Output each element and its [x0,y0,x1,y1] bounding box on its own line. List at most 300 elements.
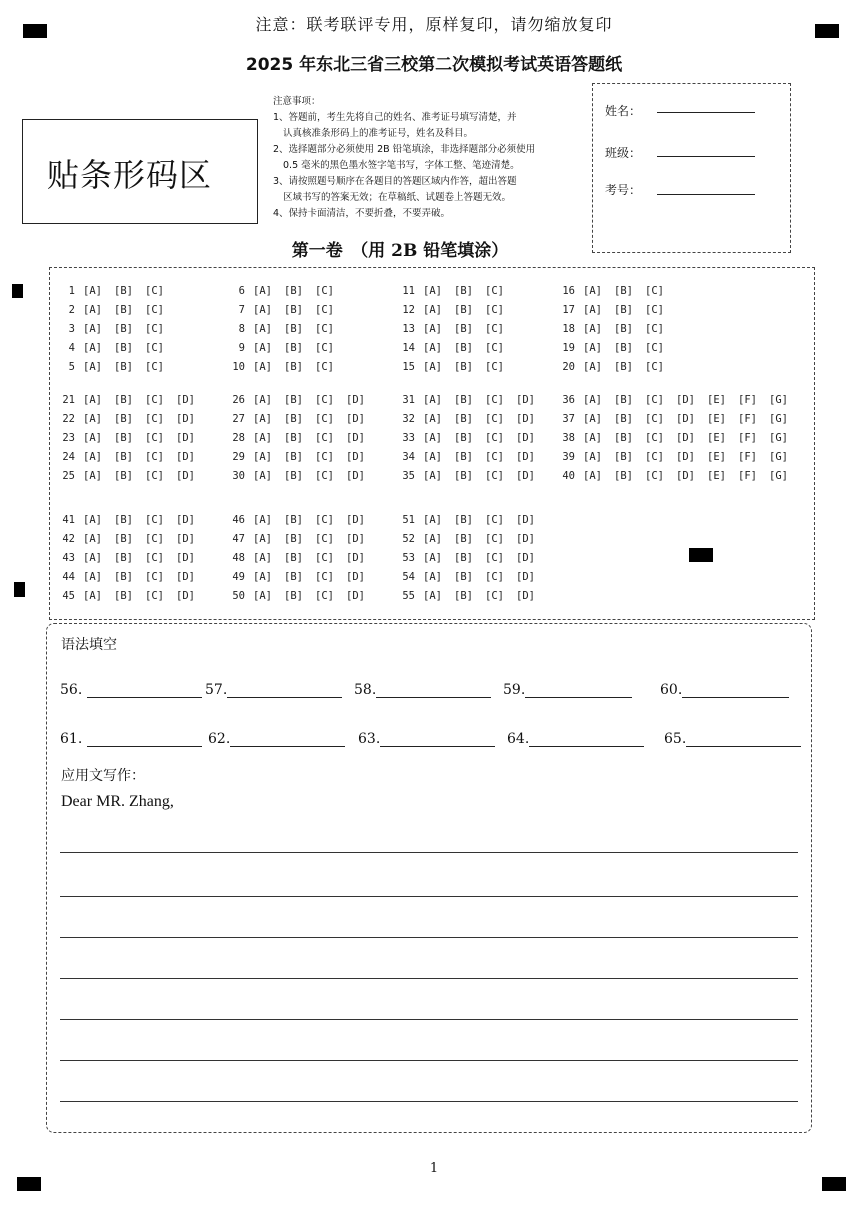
answer-bubble-b[interactable]: [B] [614,432,633,444]
answer-bubble-d[interactable]: [D] [516,571,535,583]
answer-bubble-b[interactable]: [B] [114,514,133,526]
answer-bubble-a[interactable]: [A] [83,432,102,444]
answer-bubble-a[interactable]: [A] [253,451,272,463]
answer-bubble-a[interactable]: [A] [253,590,272,602]
answer-bubble-b[interactable]: [B] [284,552,303,564]
answer-bubble-e[interactable]: [E] [707,470,726,482]
question-32 [389,413,547,425]
answer-bubble-b[interactable]: [B] [614,470,633,482]
answer-bubble-c[interactable]: [C] [315,361,334,373]
writing-line[interactable] [60,1060,798,1061]
answer-bubble-c[interactable]: [C] [645,413,664,425]
answer-bubble-d[interactable]: [D] [176,514,195,526]
answer-bubble-c[interactable]: [C] [145,514,164,526]
answer-bubble-a[interactable]: [A] [423,571,442,583]
question-number: 52 [402,533,415,545]
answer-bubble-d[interactable]: [D] [516,514,535,526]
answer-bubble-b[interactable]: [B] [114,394,133,406]
answer-bubble-g[interactable]: [G] [769,432,788,444]
instruction-line: 1、答题前，考生先将自己的姓名、准考证号填写清楚，并 [273,112,517,123]
writing-line[interactable] [60,978,798,979]
answer-bubble-c[interactable]: [C] [145,590,164,602]
answer-bubble-b[interactable]: [B] [454,514,473,526]
answer-bubble-e[interactable]: [E] [707,413,726,425]
answer-bubble-b[interactable]: [B] [454,394,473,406]
corner-marker-bottom-right [822,1177,846,1191]
answer-bubble-c[interactable]: [C] [315,432,334,444]
answer-bubble-b[interactable]: [B] [114,285,133,297]
answer-bubble-d[interactable]: [D] [176,470,195,482]
answer-bubble-d[interactable]: [D] [676,451,695,463]
answer-bubble-c[interactable]: [C] [315,413,334,425]
answer-bubble-a[interactable]: [A] [83,590,102,602]
answer-bubble-c[interactable]: [C] [315,394,334,406]
answer-bubble-b[interactable]: [B] [284,342,303,354]
answer-bubble-d[interactable]: [D] [346,552,365,564]
blank-62[interactable] [208,731,345,747]
answer-area [46,623,812,1133]
name-label: 姓名： [605,104,642,118]
answer-bubble-b[interactable]: [B] [284,514,303,526]
answer-bubble-a[interactable]: [A] [83,342,102,354]
instruction-line: 0.5 毫米的黑色墨水签字笔书写，字体工整、笔迹清楚。 [283,160,520,171]
answer-bubble-a[interactable]: [A] [423,470,442,482]
answer-bubble-b[interactable]: [B] [114,470,133,482]
answer-bubble-c[interactable]: [C] [145,304,164,316]
answer-bubble-c[interactable]: [C] [485,342,504,354]
answer-bubble-c[interactable]: [C] [485,470,504,482]
answer-bubble-a[interactable]: [A] [583,304,602,316]
answer-bubble-d[interactable]: [D] [346,514,365,526]
answer-bubble-d[interactable]: [D] [516,552,535,564]
answer-bubble-d[interactable]: [D] [516,394,535,406]
answer-bubble-b[interactable]: [B] [114,590,133,602]
answer-bubble-c[interactable]: [C] [645,470,664,482]
instruction-line: 区域书写的答案无效；在草稿纸、试题卷上答题无效。 [283,192,512,203]
question-number: 23 [62,432,75,444]
name-field[interactable] [657,112,755,113]
answer-bubble-a[interactable]: [A] [423,361,442,373]
answer-bubble-b[interactable]: [B] [114,361,133,373]
answer-bubble-a[interactable]: [A] [83,394,102,406]
answer-bubble-c[interactable]: [C] [645,342,664,354]
answer-bubble-c[interactable]: [C] [645,285,664,297]
answer-bubble-c[interactable]: [C] [485,571,504,583]
answer-bubble-d[interactable]: [D] [176,451,195,463]
answer-bubble-c[interactable]: [C] [645,361,664,373]
answer-bubble-b[interactable]: [B] [454,552,473,564]
blank-number: 60. [660,682,683,698]
answer-bubble-d[interactable]: [D] [516,451,535,463]
blank-61[interactable] [60,731,202,747]
answer-bubble-a[interactable]: [A] [423,285,442,297]
answer-bubble-d[interactable]: [D] [176,432,195,444]
answer-bubble-c[interactable]: [C] [645,451,664,463]
answer-bubble-c[interactable]: [C] [485,552,504,564]
answer-bubble-d[interactable]: [D] [176,552,195,564]
answer-bubble-d[interactable]: [D] [346,470,365,482]
answer-bubble-b[interactable]: [B] [114,323,133,335]
answer-bubble-c[interactable]: [C] [145,470,164,482]
answer-bubble-a[interactable]: [A] [83,451,102,463]
question-55 [389,590,547,602]
question-number: 37 [562,413,575,425]
blank-60[interactable] [660,682,789,698]
question-number: 31 [402,394,415,406]
answer-bubble-c[interactable]: [C] [145,361,164,373]
writing-line[interactable] [60,896,798,897]
question-45 [49,590,207,602]
answer-bubble-d[interactable]: [D] [516,413,535,425]
blank-number: 56. [60,682,83,698]
question-number: 13 [402,323,415,335]
question-number: 1 [68,285,75,297]
answer-bubble-c[interactable]: [C] [485,432,504,444]
exam-number-field[interactable] [657,194,755,195]
answer-bubble-b[interactable]: [B] [284,413,303,425]
answer-bubble-a[interactable]: [A] [83,413,102,425]
question-number: 54 [402,571,415,583]
answer-bubble-e[interactable]: [E] [707,432,726,444]
answer-bubble-e[interactable]: [E] [707,451,726,463]
answer-bubble-c[interactable]: [C] [315,470,334,482]
answer-bubble-b[interactable]: [B] [114,533,133,545]
answer-bubble-a[interactable]: [A] [83,552,102,564]
question-number: 18 [562,323,575,335]
answer-bubble-b[interactable]: [B] [614,451,633,463]
blank-56[interactable] [60,682,202,698]
answer-bubble-b[interactable]: [B] [284,285,303,297]
answer-bubble-c[interactable]: [C] [485,323,504,335]
answer-bubble-b[interactable]: [B] [114,342,133,354]
answer-bubble-b[interactable]: [B] [284,394,303,406]
answer-bubble-a[interactable]: [A] [83,571,102,583]
answer-bubble-c[interactable]: [C] [485,533,504,545]
answer-bubble-a[interactable]: [A] [423,451,442,463]
answer-bubble-b[interactable]: [B] [114,552,133,564]
answer-bubble-a[interactable]: [A] [253,571,272,583]
question-50 [219,590,377,602]
question-number: 32 [402,413,415,425]
answer-bubble-b[interactable]: [B] [284,323,303,335]
question-number: 46 [232,514,245,526]
answer-bubble-a[interactable]: [A] [583,285,602,297]
answer-bubble-c[interactable]: [C] [145,323,164,335]
answer-bubble-f[interactable]: [F] [738,432,757,444]
answer-bubble-a[interactable]: [A] [423,394,442,406]
answer-bubble-a[interactable]: [A] [253,432,272,444]
question-39 [549,451,800,463]
answer-bubble-a[interactable]: [A] [83,361,102,373]
answer-bubble-b[interactable]: [B] [454,342,473,354]
answer-bubble-a[interactable]: [A] [253,552,272,564]
question-48 [219,552,377,564]
answer-bubble-d[interactable]: [D] [346,432,365,444]
answer-bubble-b[interactable]: [B] [284,571,303,583]
answer-bubble-c[interactable]: [C] [145,413,164,425]
question-49 [219,571,377,583]
answer-bubble-c[interactable]: [C] [485,304,504,316]
blank-59[interactable] [503,682,632,698]
answer-bubble-b[interactable]: [B] [284,451,303,463]
answer-bubble-d[interactable]: [D] [346,533,365,545]
answer-bubble-c[interactable]: [C] [145,342,164,354]
answer-bubble-d[interactable]: [D] [516,470,535,482]
question-number: 21 [62,394,75,406]
answer-bubble-a[interactable]: [A] [583,394,602,406]
answer-bubble-b[interactable]: [B] [114,432,133,444]
answer-bubble-a[interactable]: [A] [83,304,102,316]
writing-line[interactable] [60,1101,798,1102]
answer-bubble-d[interactable]: [D] [176,394,195,406]
question-number: 9 [238,342,245,354]
question-number: 41 [62,514,75,526]
answer-bubble-a[interactable]: [A] [423,342,442,354]
answer-bubble-b[interactable]: [B] [454,304,473,316]
answer-bubble-c[interactable]: [C] [145,571,164,583]
answer-bubble-c[interactable]: [C] [315,571,334,583]
answer-bubble-c[interactable]: [C] [145,533,164,545]
blank-58[interactable] [354,682,491,698]
question-13 [389,323,516,335]
blank-64[interactable] [507,731,644,747]
answer-bubble-d[interactable]: [D] [346,590,365,602]
blank-63[interactable] [358,731,495,747]
answer-bubble-d[interactable]: [D] [176,533,195,545]
answer-bubble-d[interactable]: [D] [346,413,365,425]
writing-line[interactable] [60,937,798,938]
class-field[interactable] [657,156,755,157]
question-40 [549,470,800,482]
answer-bubble-b[interactable]: [B] [114,304,133,316]
answer-bubble-d[interactable]: [D] [346,571,365,583]
answer-bubble-b[interactable]: [B] [614,342,633,354]
question-18 [549,323,676,335]
answer-bubble-b[interactable]: [B] [114,571,133,583]
question-46 [219,514,377,526]
answer-bubble-g[interactable]: [G] [769,470,788,482]
answer-bubble-f[interactable]: [F] [738,451,757,463]
instruction-line: 3、请按照题号顺序在各题目的答题区域内作答，超出答题 [273,176,517,187]
answer-bubble-a[interactable]: [A] [253,323,272,335]
answer-bubble-b[interactable]: [B] [454,470,473,482]
answer-bubble-b[interactable]: [B] [614,304,633,316]
instructions [273,94,543,222]
answer-bubble-a[interactable]: [A] [423,432,442,444]
writing-label: 应用文写作： [61,768,145,784]
question-22 [49,413,207,425]
question-number: 28 [232,432,245,444]
answer-bubble-a[interactable]: [A] [583,432,602,444]
answer-bubble-c[interactable]: [C] [315,533,334,545]
answer-bubble-a[interactable]: [A] [253,514,272,526]
answer-bubble-c[interactable]: [C] [315,451,334,463]
blank-65[interactable] [664,731,801,747]
question-number: 3 [68,323,75,335]
question-34 [389,451,547,463]
answer-bubble-a[interactable]: [A] [423,552,442,564]
answer-bubble-a[interactable]: [A] [423,514,442,526]
answer-bubble-b[interactable]: [B] [614,394,633,406]
answer-bubble-g[interactable]: [G] [769,413,788,425]
answer-bubble-a[interactable]: [A] [583,342,602,354]
question-number: 29 [232,451,245,463]
answer-bubble-a[interactable]: [A] [83,285,102,297]
answer-bubble-b[interactable]: [B] [114,451,133,463]
answer-bubble-c[interactable]: [C] [315,304,334,316]
answer-bubble-d[interactable]: [D] [676,470,695,482]
page-number: 1 [429,1161,439,1176]
answer-bubble-a[interactable]: [A] [583,413,602,425]
answer-bubble-a[interactable]: [A] [83,514,102,526]
student-info-box [592,83,791,253]
answer-bubble-c[interactable]: [C] [485,514,504,526]
question-7 [219,304,346,316]
answer-bubble-c[interactable]: [C] [485,590,504,602]
instruction-line: 2、选择题部分必须使用 2B 铅笔填涂，非选择题部分必须使用 [273,144,536,155]
answer-bubble-c[interactable]: [C] [645,304,664,316]
answer-bubble-b[interactable]: [B] [614,323,633,335]
answer-bubble-c[interactable]: [C] [315,285,334,297]
answer-bubble-a[interactable]: [A] [583,361,602,373]
answer-bubble-d[interactable]: [D] [346,451,365,463]
answer-bubble-b[interactable]: [B] [614,361,633,373]
answer-bubble-b[interactable]: [B] [284,470,303,482]
answer-bubble-b[interactable]: [B] [454,590,473,602]
answer-bubble-d[interactable]: [D] [516,590,535,602]
answer-bubble-b[interactable]: [B] [454,413,473,425]
answer-bubble-a[interactable]: [A] [583,323,602,335]
answer-bubble-a[interactable]: [A] [253,413,272,425]
answer-bubble-b[interactable]: [B] [454,361,473,373]
answer-bubble-a[interactable]: [A] [423,304,442,316]
answer-bubble-b[interactable]: [B] [284,590,303,602]
answer-bubble-d[interactable]: [D] [676,413,695,425]
question-number: 16 [562,285,575,297]
answer-bubble-c[interactable]: [C] [645,432,664,444]
question-3 [49,323,176,335]
question-number: 25 [62,470,75,482]
side-marker-lower [14,582,25,597]
answer-bubble-c[interactable]: [C] [315,342,334,354]
answer-bubble-b[interactable]: [B] [454,451,473,463]
answer-bubble-b[interactable]: [B] [114,413,133,425]
answer-bubble-c[interactable]: [C] [485,451,504,463]
answer-bubble-b[interactable]: [B] [284,361,303,373]
answer-bubble-d[interactable]: [D] [516,533,535,545]
question-28 [219,432,377,444]
answer-bubble-c[interactable]: [C] [145,552,164,564]
question-20 [549,361,676,373]
answer-bubble-c[interactable]: [C] [145,451,164,463]
answer-bubble-a[interactable]: [A] [423,413,442,425]
answer-bubble-c[interactable]: [C] [145,285,164,297]
answer-bubble-c[interactable]: [C] [485,361,504,373]
answer-bubble-a[interactable]: [A] [253,533,272,545]
answer-bubble-b[interactable]: [B] [454,571,473,583]
question-number: 6 [238,285,245,297]
answer-bubble-b[interactable]: [B] [454,285,473,297]
answer-bubble-c[interactable]: [C] [315,552,334,564]
answer-bubble-b[interactable]: [B] [454,533,473,545]
question-8 [219,323,346,335]
answer-bubble-e[interactable]: [E] [707,394,726,406]
answer-bubble-c[interactable]: [C] [485,285,504,297]
answer-bubble-c[interactable]: [C] [315,514,334,526]
question-number: 40 [562,470,575,482]
multiple-choice-area [49,267,815,620]
writing-line[interactable] [60,1019,798,1020]
answer-bubble-f[interactable]: [F] [738,413,757,425]
answer-bubble-a[interactable]: [A] [83,533,102,545]
answer-bubble-a[interactable]: [A] [583,451,602,463]
answer-bubble-a[interactable]: [A] [583,470,602,482]
answer-bubble-c[interactable]: [C] [315,323,334,335]
answer-bubble-c[interactable]: [C] [145,432,164,444]
answer-bubble-g[interactable]: [G] [769,394,788,406]
answer-bubble-b[interactable]: [B] [614,413,633,425]
question-43 [49,552,207,564]
answer-bubble-d[interactable]: [D] [516,432,535,444]
answer-bubble-g[interactable]: [G] [769,451,788,463]
answer-bubble-a[interactable]: [A] [423,533,442,545]
answer-bubble-c[interactable]: [C] [645,394,664,406]
answer-bubble-d[interactable]: [D] [676,394,695,406]
question-51 [389,514,547,526]
answer-bubble-d[interactable]: [D] [346,394,365,406]
answer-bubble-a[interactable]: [A] [253,470,272,482]
answer-bubble-d[interactable]: [D] [176,590,195,602]
question-15 [389,361,516,373]
question-number: 51 [402,514,415,526]
answer-bubble-c[interactable]: [C] [315,590,334,602]
answer-bubble-a[interactable]: [A] [253,342,272,354]
writing-line[interactable] [60,852,798,853]
answer-bubble-a[interactable]: [A] [83,323,102,335]
answer-bubble-b[interactable]: [B] [614,285,633,297]
answer-bubble-a[interactable]: [A] [83,470,102,482]
answer-bubble-f[interactable]: [F] [738,470,757,482]
question-number: 4 [68,342,75,354]
answer-bubble-b[interactable]: [B] [284,432,303,444]
answer-bubble-b[interactable]: [B] [284,304,303,316]
question-12 [389,304,516,316]
answer-bubble-d[interactable]: [D] [676,432,695,444]
answer-bubble-a[interactable]: [A] [253,361,272,373]
answer-bubble-c[interactable]: [C] [145,394,164,406]
question-38 [549,432,800,444]
answer-bubble-b[interactable]: [B] [284,533,303,545]
blank-57[interactable] [205,682,342,698]
answer-bubble-f[interactable]: [F] [738,394,757,406]
instruction-line: 4、保持卡面清洁，不要折叠，不要弄破。 [273,208,451,219]
answer-bubble-a[interactable]: [A] [253,285,272,297]
answer-bubble-a[interactable]: [A] [423,323,442,335]
answer-bubble-a[interactable]: [A] [423,590,442,602]
question-number: 14 [402,342,415,354]
answer-bubble-c[interactable]: [C] [645,323,664,335]
answer-bubble-c[interactable]: [C] [485,394,504,406]
answer-bubble-b[interactable]: [B] [454,323,473,335]
answer-bubble-a[interactable]: [A] [253,394,272,406]
answer-bubble-a[interactable]: [A] [253,304,272,316]
question-number: 49 [232,571,245,583]
answer-bubble-d[interactable]: [D] [176,571,195,583]
answer-bubble-d[interactable]: [D] [176,413,195,425]
answer-bubble-c[interactable]: [C] [485,413,504,425]
barcode-area [22,119,258,224]
answer-bubble-b[interactable]: [B] [454,432,473,444]
